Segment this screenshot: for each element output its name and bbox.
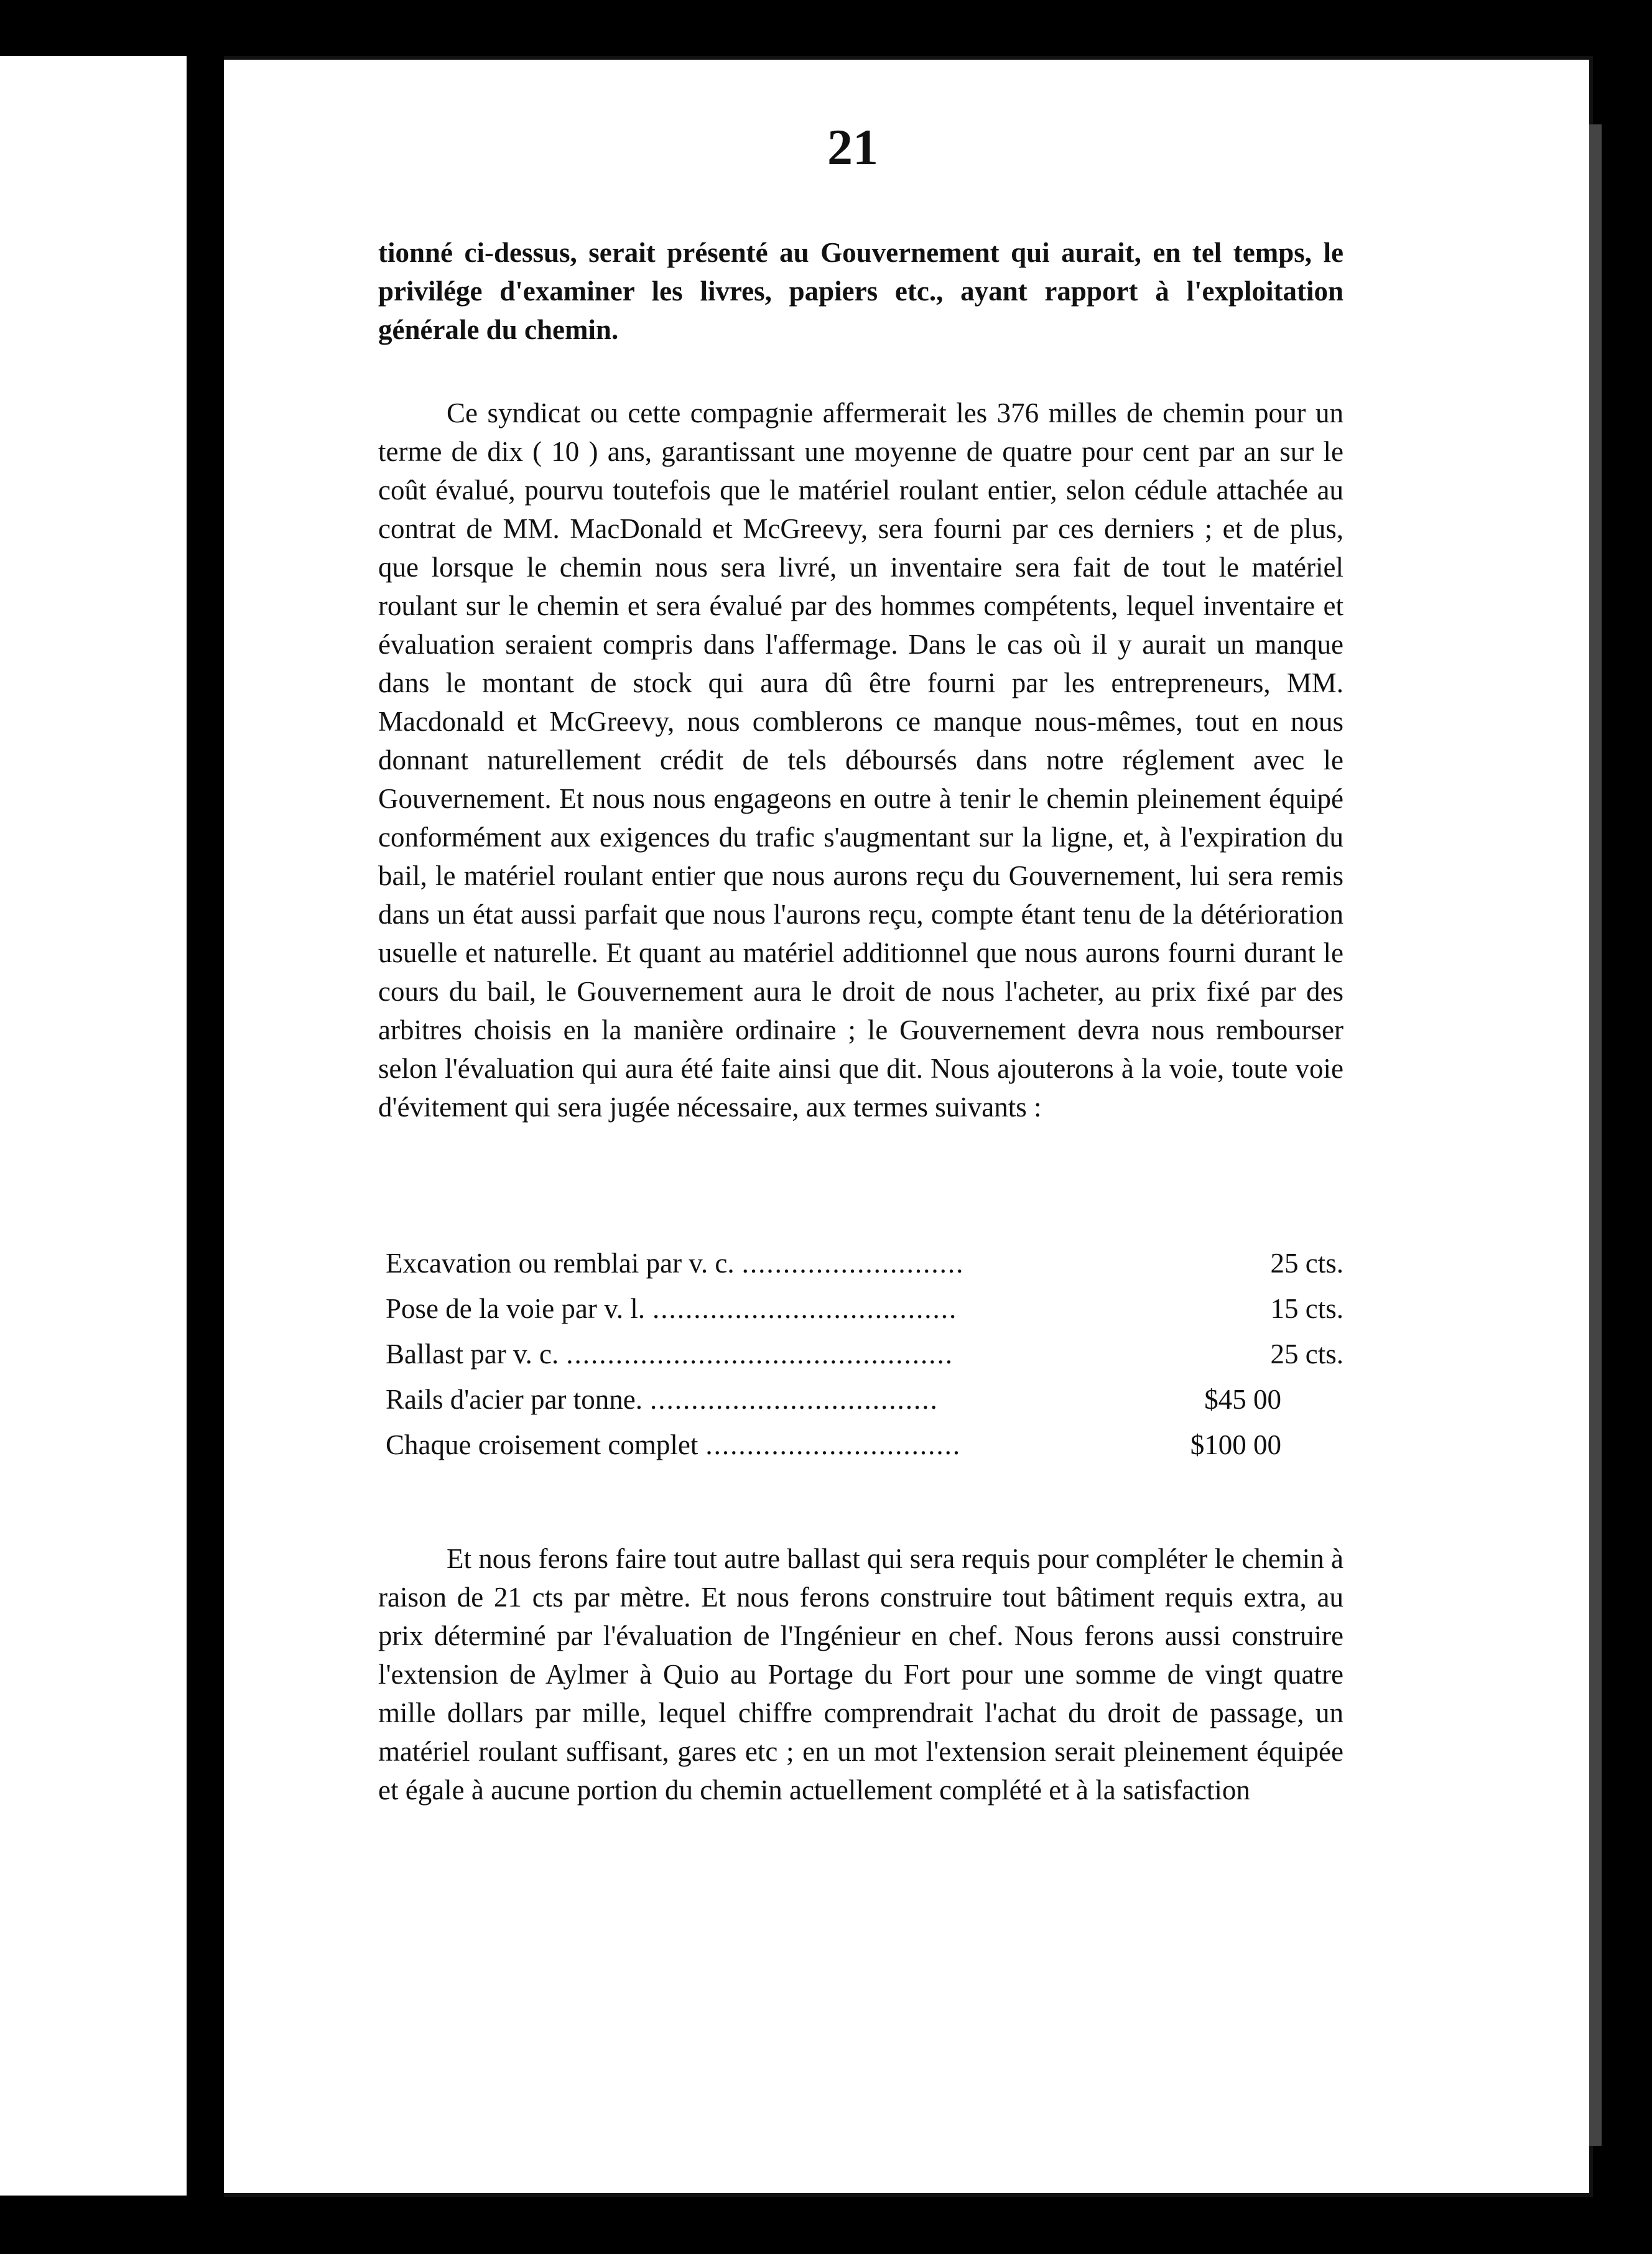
leader-dots: ...............................	[705, 1429, 962, 1460]
tariff-value: $100 00	[1190, 1429, 1281, 1460]
leader-dots: ...............................................	[566, 1338, 954, 1370]
tariff-value: 15 cts.	[1270, 1293, 1343, 1324]
tariff-row	[386, 1383, 1343, 1429]
page-edge-shadow	[1589, 124, 1602, 2146]
tariff-row	[386, 1429, 1343, 1474]
tariff-value: 25 cts.	[1270, 1248, 1343, 1279]
tariff-list	[386, 1247, 1343, 1474]
facing-page-sliver	[0, 56, 215, 2196]
paragraph-continuation: tionné ci-dessus, serait présenté au Gouvernement qui aurait, en tel temps, le privilége d'examiner les livres, papiers etc., ayant rapport à l'exploitation générale du chemin.	[378, 237, 1343, 345]
tariff-label: Pose de la voie par v. l.	[386, 1293, 645, 1324]
tariff-label: Ballast par v. c.	[386, 1338, 559, 1370]
tariff-value: 25 cts.	[1270, 1338, 1343, 1370]
tariff-label: Rails d'acier par tonne.	[386, 1384, 643, 1415]
leader-dots: .....................................	[652, 1293, 958, 1324]
paragraph-syndicat: Ce syndicat ou cette compagnie affermerait les 376 milles de chemin pour un terme de dix ( 10 ) ans, garantissant une moyenne de quatre pour cent par an sur le coût évalué, pourvu toutefois que le matériel roulant entier, selon cédule attachée au contrat de MM. MacDonald et McGreevy, sera fourni par ces derniers ; et de plus, que lorsque le chemin nous sera livré, un inventaire sera fait de tout le matériel roulant sur le chemin et sera évalué par des hommes compétents, lequel inventaire et évaluation seraient compris dans l'affermage. Dans le cas où il y aurait un manque dans le montant de stock qui aura dû être fourni par les entrepreneurs, MM. Macdonald et McGreevy, nous comblerons ce manque nous-mêmes, tout en nous donnant naturellement crédit de tels déboursés dans notre réglement avec le Gouvernement. Et nous nous engageons en outre à tenir le chemin pleinement équipé conformément aux exigences du trafic s'augmentant sur la ligne, et, à l'expiration du bail, le matériel roulant entier que nous aurons reçu du Gouvernement, lui sera remis dans un état aussi parfait que nous l'aurons reçu, compte étant tenu de la détérioration usuelle et naturelle. Et quant au matériel additionnel que nous aurons fourni durant le cours du bail, le Gouvernement aura le droit de nous l'acheter, au prix fixé par des arbitres choisis en la manière ordinaire ; le Gouvernement devra nous rembourser selon l'évaluation qui aura été faite ainsi que dit. Nous ajouterons à la voie, toute voie d'évitement qui sera jugée nécessaire, aux termes suivants :	[378, 397, 1343, 1123]
tariff-label: Excavation ou remblai par v. c.	[386, 1248, 735, 1279]
document-page	[224, 56, 1593, 2197]
tariff-value: $45 00	[1204, 1384, 1281, 1415]
leader-dots: ...........................	[741, 1248, 965, 1279]
tariff-row	[386, 1247, 1343, 1292]
tariff-label: Chaque croisement complet	[386, 1429, 698, 1460]
paragraph-ballast: Et nous ferons faire tout autre ballast qui sera requis pour compléter le chemin à raison de 21 cts par mètre. Et nous ferons construire tout bâtiment requis extra, au prix déterminé par l'évaluation de l'Ingénieur en chef. Nous ferons aussi construire l'extension de Aylmer à Quio au Portage du Fort pour une somme de vingt quatre mille dollars par mille, lequel chiffre comprendrait l'achat du droit de passage, un matériel roulant suffisant, gares etc ; en un mot l'extension serait pleinement équipée et égale à aucune portion du chemin actuellement complété et à la satisfaction	[378, 1543, 1343, 1806]
tariff-row	[386, 1338, 1343, 1383]
leader-dots: ...................................	[649, 1384, 939, 1415]
tariff-row	[386, 1292, 1343, 1338]
page-number: 21	[827, 119, 878, 175]
